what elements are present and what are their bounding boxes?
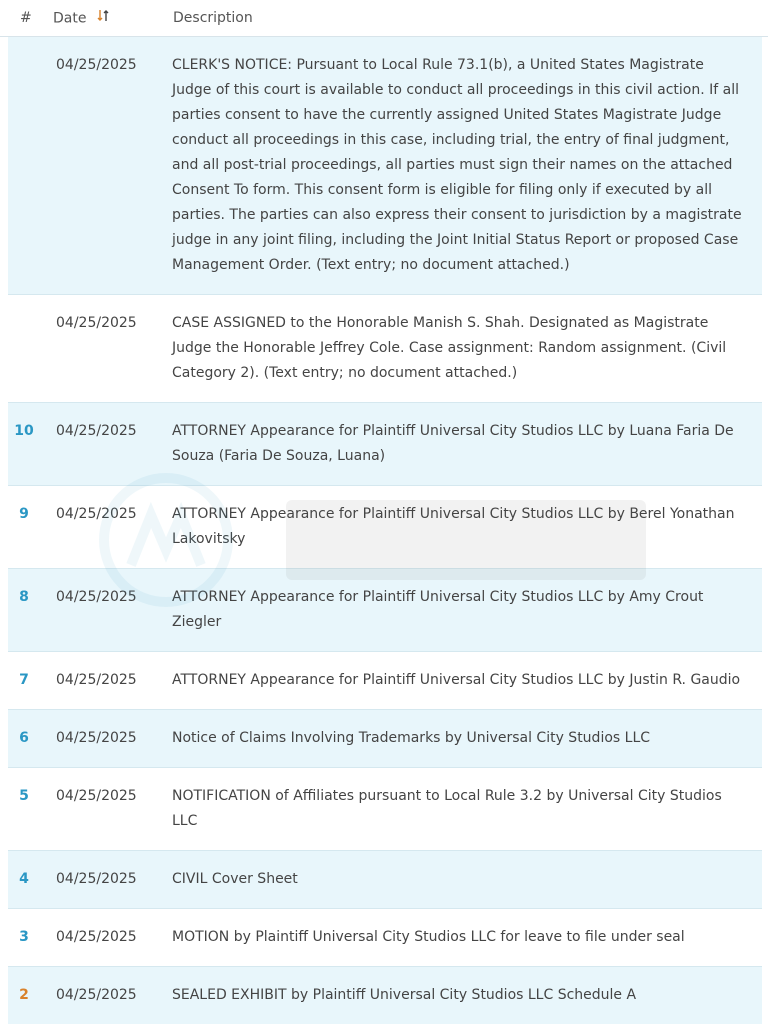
entry-description: SEALED EXHIBIT by Plaintiff Universal City Studios LLC Schedule A: [172, 987, 637, 1003]
entry-description: MOTION by Plaintiff Universal City Studios LLC for leave to file under seal: [172, 929, 685, 945]
docket-entry-row: [8, 403, 762, 486]
entry-number-link[interactable]: 6: [19, 730, 29, 746]
entry-description: NOTIFICATION of Affiliates pursuant to Local Rule 3.2 by Universal City Studios LLC: [172, 788, 722, 829]
docket-entry-row: [8, 569, 762, 652]
entry-date: 04/25/2025: [56, 987, 137, 1003]
entry-number-link[interactable]: 9: [19, 506, 29, 522]
entry-description: ATTORNEY Appearance for Plaintiff Universal City Studios LLC by Justin R. Gaudio: [172, 672, 741, 688]
entry-description: ATTORNEY Appearance for Plaintiff Universal City Studios LLC by Berel Yonathan Lakovitsky: [172, 506, 735, 547]
entry-date: 04/25/2025: [56, 929, 137, 945]
sort-icon[interactable]: [97, 9, 109, 26]
docket-entry-row: [8, 768, 762, 851]
entry-date: 04/25/2025: [56, 788, 137, 804]
entry-description: Notice of Claims Involving Trademarks by Universal City Studios LLC: [172, 730, 651, 746]
docket-entry-row: [8, 909, 762, 967]
column-header-date-label: Date: [53, 10, 87, 26]
docket-entry-row: [8, 652, 762, 710]
entry-description: CASE ASSIGNED to the Honorable Manish S. Shah. Designated as Magistrate Judge the Honorable Jeffrey Cole. Case assignment: Random assignment. (Civil Category 2). (Text entry; no document attached.): [172, 315, 727, 381]
docket-entry-row: [8, 710, 762, 768]
entry-description: CLERK'S NOTICE: Pursuant to Local Rule 73.1(b), a United States Magistrate Judge of this court is available to conduct all proceedings in this civil action. If all parties consent to have the currently assigned United States Magistrate Judge conduct all proceedings in this case, including trial, the entry of final judgment, and all post-trial proceedings, all parties must sign their names on the attached Consent To form. This consent form is eligible for filing only if executed by all parties. The parties can also express their consent to jurisdiction by a magistrate judge in any joint filing, including the Joint Initial Status Report or proposed Case Management Order. (Text entry; no document attached.): [172, 57, 742, 273]
entry-description: ATTORNEY Appearance for Plaintiff Universal City Studios LLC by Luana Faria De Souza (Faria De Souza, Luana): [172, 423, 734, 464]
entry-number-link[interactable]: 7: [19, 672, 29, 688]
docket-entry-row: [8, 295, 762, 403]
entry-date: 04/25/2025: [56, 423, 137, 439]
entry-date: 04/25/2025: [56, 730, 137, 746]
entry-date: 04/25/2025: [56, 672, 137, 688]
entry-number-link[interactable]: 10: [14, 423, 34, 439]
docket-entry-row: [8, 486, 762, 569]
entry-description: CIVIL Cover Sheet: [172, 871, 298, 887]
docket-entry-row: [8, 37, 762, 295]
table-header: [0, 0, 768, 37]
entry-date: 04/25/2025: [56, 57, 137, 73]
docket-entry-row: [8, 967, 762, 1024]
entry-description: ATTORNEY Appearance for Plaintiff Universal City Studios LLC by Amy Crout Ziegler: [172, 589, 704, 630]
entry-number-link[interactable]: 5: [19, 788, 29, 804]
entry-date: 04/25/2025: [56, 506, 137, 522]
column-header-date[interactable]: [53, 10, 173, 27]
entry-date: 04/25/2025: [56, 871, 137, 887]
entry-date: 04/25/2025: [56, 315, 137, 331]
column-header-number[interactable]: #: [20, 10, 32, 26]
entry-number-link[interactable]: 8: [19, 589, 29, 605]
entry-number-link[interactable]: 4: [19, 871, 29, 887]
entry-number-link[interactable]: 3: [19, 929, 29, 945]
entry-number-link[interactable]: 2: [19, 987, 29, 1003]
docket-rows: [8, 37, 762, 1024]
entry-date: 04/25/2025: [56, 589, 137, 605]
column-header-description[interactable]: Description: [173, 10, 253, 26]
docket-entry-row: [8, 851, 762, 909]
